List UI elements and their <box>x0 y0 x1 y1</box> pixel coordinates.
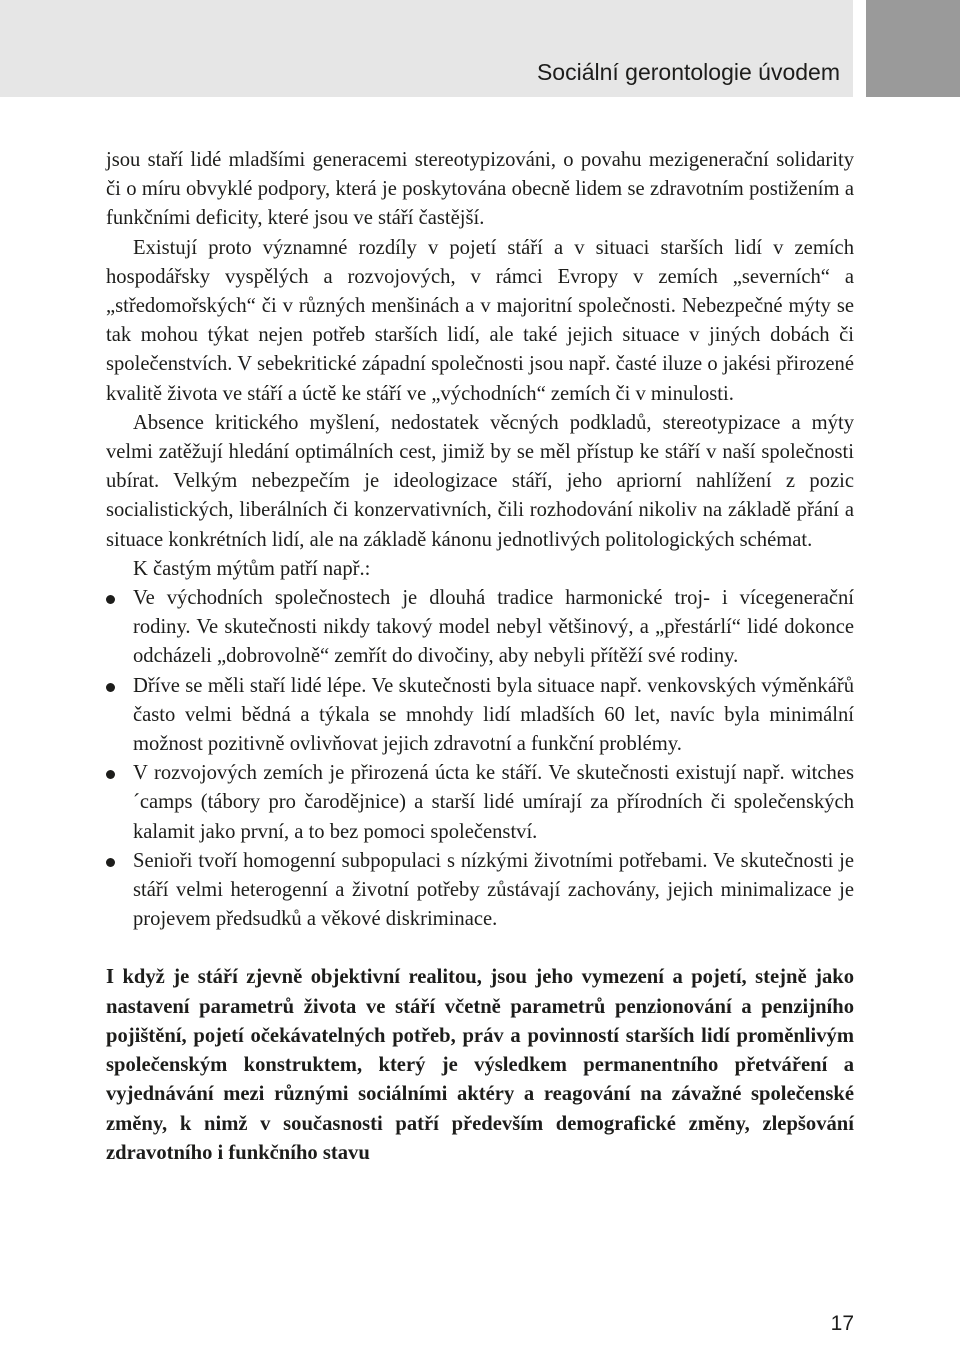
list-item <box>106 584 854 672</box>
list-item <box>106 672 854 760</box>
header-tab <box>866 0 960 97</box>
summary-paragraph: I když je stáří zjevně objektivní realitou, jsou jeho vymezení a pojetí, stejně jako nastavení parametrů života ve stáří včetně parametrů penzionování a penzijního pojištění, pojetí očekávatelných potřeb, práv a povinností starších lidí proměnlivým společenským konstruktem, který je výsledkem permanentního přetváření a vyjednávání mezi různými sociálními aktéry a reagování na závažné společenské změny, k nimž v současnosti patří především demografické změny, zlepšování zdravotního i funkčního stavu <box>106 966 854 1164</box>
bullet-icon <box>106 770 115 779</box>
list-item-text: Dříve se měli staří lidé lépe. Ve skutečnosti byla situace např. venkovských výměnkářů často velmi bědná a týkala se mnohdy lidí mladších 60 let, navíc byla minimální možnost pozitivně ovlivňovat jejich zdravotní a funkční problémy. <box>133 674 854 756</box>
list-item <box>106 759 854 847</box>
list-item-text: V rozvojových zemích je přirozená úcta ke stáří. Ve skutečnosti existují např. witches´camps (tábory pro čarodějnice) a starší lidé umírají za přírodních či společenských kalamit jako první, a to bez pomoci společenství. <box>133 762 854 843</box>
page-body <box>106 146 854 1168</box>
bullet-icon <box>106 683 115 692</box>
page-number: 17 <box>830 1312 854 1335</box>
myths-list <box>106 584 854 934</box>
myths-intro: K častým mýtům patří např.: <box>133 557 371 580</box>
list-item-text: Senioři tvoří homogenní subpopulaci s nízkými životními potřebami. Ve skutečnosti je stáří velmi heterogenní a životní potřeby zůstávají zachovány, jejich minimalizace je projevem předsudků a věkové diskriminace. <box>133 849 854 931</box>
paragraph: Existují proto významné rozdíly v pojetí stáří a v situaci starších lidí v zemích hospodářsky vyspělých a rozvojových, v rámci Evropy v zemích „severních“ a „středomořských“ či v různých menšinách a v majoritní společnosti. Nebezpečné mýty se tak mohou týkat nejen potřeb starších lidí, ale také jejich situace v jiných dobách či společenstvích. V sebekritické západní společnosti jsou např. časté iluze o jakési přirozené kvalitě života ve stáří a úctě ke stáří ve „východních“ zemích či v minulosti. <box>106 236 854 405</box>
list-item-text: Ve východních společnostech je dlouhá tradice harmonické troj- i vícegenerační rodiny. Ve skutečnosti nikdy takový model nebyl většinový, a „přestárlí“ lidé dokonce odcházeli „dobrovolně“ zemřít do divočiny, aby nebyli přítěží své rodiny. <box>133 587 854 668</box>
paragraph: Absence kritického myšlení, nedostatek věcných podkladů, stereotypizace a mýty velmi zatěžují hledání optimálních cest, jimiž by se měl přístup ke stáří v naší společnosti ubírat. Velkým nebezpečím je ideologizace stáří, jeho apriorní nahlížení z pozic socialistických, liberálních či konzervativních, čili rozhodování nikoliv na základě přání a situace konkrétních lidí, ale na základě kánonu jednotlivých politologických schémat. <box>106 411 854 551</box>
running-head: Sociální gerontologie úvodem <box>536 59 840 85</box>
list-item <box>106 847 854 935</box>
bullet-icon <box>106 858 115 867</box>
paragraph: jsou staří lidé mladšími generacemi stereotypizováni, o povahu mezigenerační solidarity či o míru obvyklé podpory, která je poskytována obecně lidem se zdravotním postižením a funkčními deficity, které jsou ve stáří častější. <box>106 149 854 230</box>
bullet-icon <box>106 595 115 604</box>
